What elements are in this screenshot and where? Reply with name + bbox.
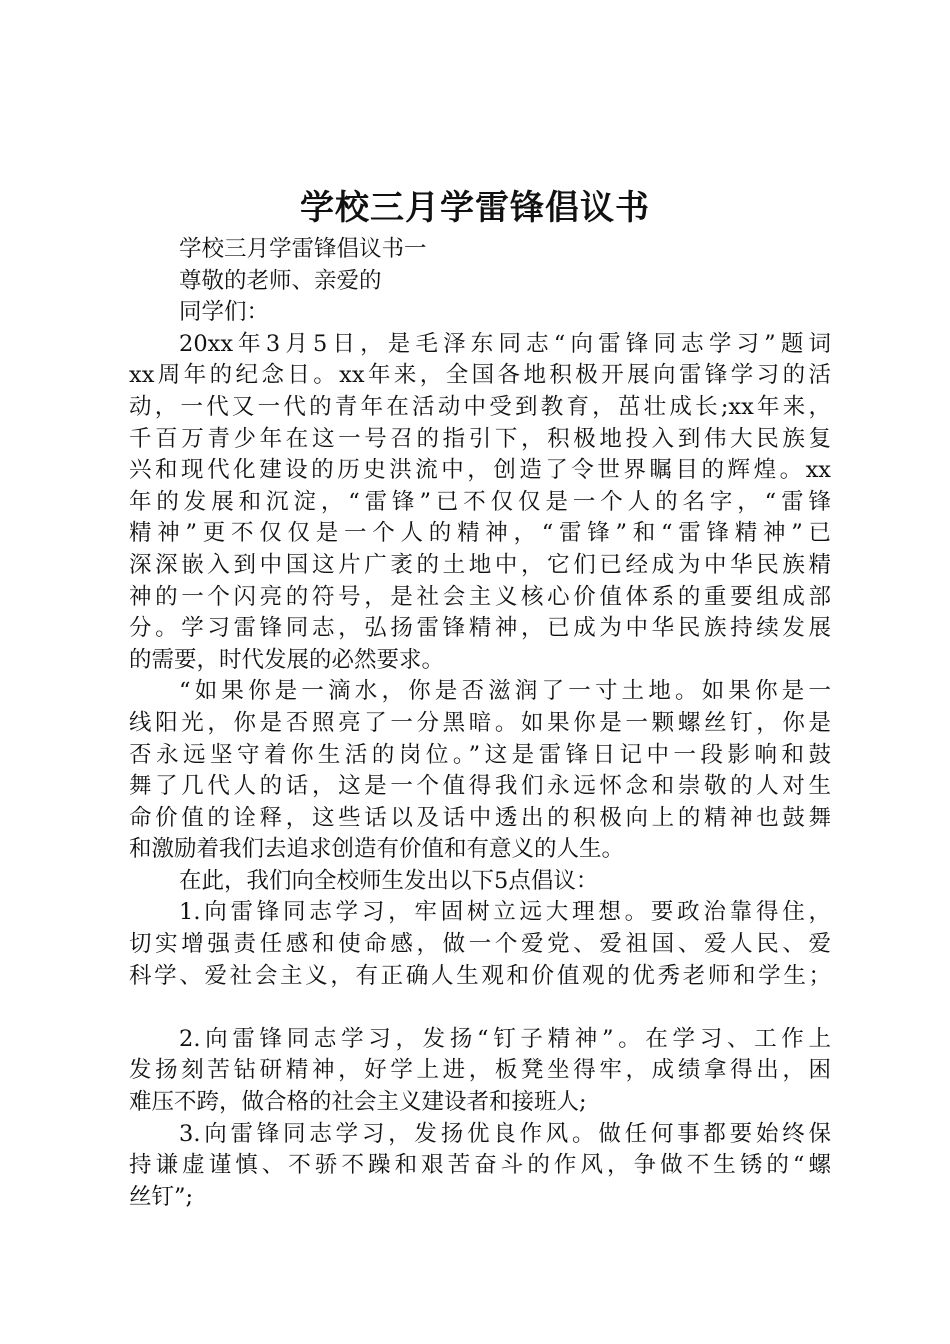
document-body (129, 234, 831, 1213)
paragraph-line: “如果你是一滴水，你是否滋润了一寸土地。如果你是一 (179, 678, 831, 705)
paragraph-line: 线阳光，你是否照亮了一分黑暗。如果你是一颗螺丝钉，你是 (129, 709, 831, 736)
paragraph-line: 精神”更不仅仅是一个人的精神，“雷锋”和“雷锋精神”已 (129, 520, 831, 547)
paragraph-line: 在此，我们向全校师生发出以下5点倡议： (179, 867, 599, 894)
proposal-line: 难压不跨，做合格的社会主义建设者和接班人; (129, 1089, 587, 1116)
paragraph-line: 命价值的诠释，这些话以及话中透出的积极向上的精神也鼓舞 (129, 804, 831, 831)
proposal-line: 发扬刻苦钻研精神，好学上进，板凳坐得牢，成绩拿得出，困 (129, 1057, 831, 1084)
paragraph-line: 神的一个闪亮的符号，是社会主义核心价值体系的重要组成部 (129, 583, 831, 610)
doc-subtitle: 学校三月学雷锋倡议书一 (179, 236, 427, 262)
paragraph-line: 兴和现代化建设的历史洪流中，创造了令世界瞩目的辉煌。xx (129, 457, 831, 484)
proposal-line: 丝钉”; (129, 1183, 194, 1210)
paragraph-line: 否永远坚守着你生活的岗位。”这是雷锋日记中一段影响和鼓 (129, 741, 831, 768)
proposal-line: 持谦虚谨慎、不骄不躁和艰苦奋斗的作风，争做不生锈的“螺 (129, 1152, 831, 1179)
document-title: 学校三月学雷锋倡议书 (300, 188, 650, 228)
paragraph-line: 深深嵌入到中国这片广袤的土地中，它们已经成为中华民族精 (129, 551, 831, 578)
proposal-line: 1.向雷锋同志学习，牢固树立远大理想。要政治靠得住， (179, 899, 831, 926)
paragraph-line: 和激励着我们去追求创造有价值和有意义的人生。 (129, 836, 625, 863)
paragraph-line: 年的发展和沉淀，“雷锋”已不仅仅是一个人的名字，“雷锋 (129, 488, 831, 515)
salutation-line: 尊敬的老师、亲爱的 (179, 267, 382, 294)
paragraph-line: 舞了几代人的话，这是一个值得我们永远怀念和崇敬的人对生 (129, 773, 831, 800)
proposal-line: 科学、爱社会主义，有正确人生观和价值观的优秀老师和学生； (129, 962, 831, 989)
paragraph-line: 动，一代又一代的青年在活动中受到教育，茁壮成长;xx年来， (129, 393, 831, 420)
proposal-line: 切实增强责任感和使命感，做一个爱党、爱祖国、爱人民、爱 (129, 931, 831, 958)
paragraph-line: 千百万青少年在这一号召的指引下，积极地投入到伟大民族复 (129, 425, 831, 452)
paragraph-line: 分。学习雷锋同志，弘扬雷锋精神，已成为中华民族持续发展 (129, 615, 831, 642)
blank-line (129, 992, 831, 1024)
proposal-line: 3.向雷锋同志学习，发扬优良作风。做任何事都要始终保 (179, 1120, 831, 1147)
salutation-line: 同学们： (179, 299, 270, 326)
paragraph-line: 20xx年3月5日，是毛泽东同志“向雷锋同志学习”题词 (179, 330, 831, 357)
proposal-line: 2.向雷锋同志学习，发扬“钉子精神”。在学习、工作上 (179, 1025, 831, 1052)
paragraph-line: xx周年的纪念日。xx年来，全国各地积极开展向雷锋学习的活 (129, 362, 831, 389)
paragraph-line: 的需要，时代发展的必然要求。 (129, 646, 445, 673)
